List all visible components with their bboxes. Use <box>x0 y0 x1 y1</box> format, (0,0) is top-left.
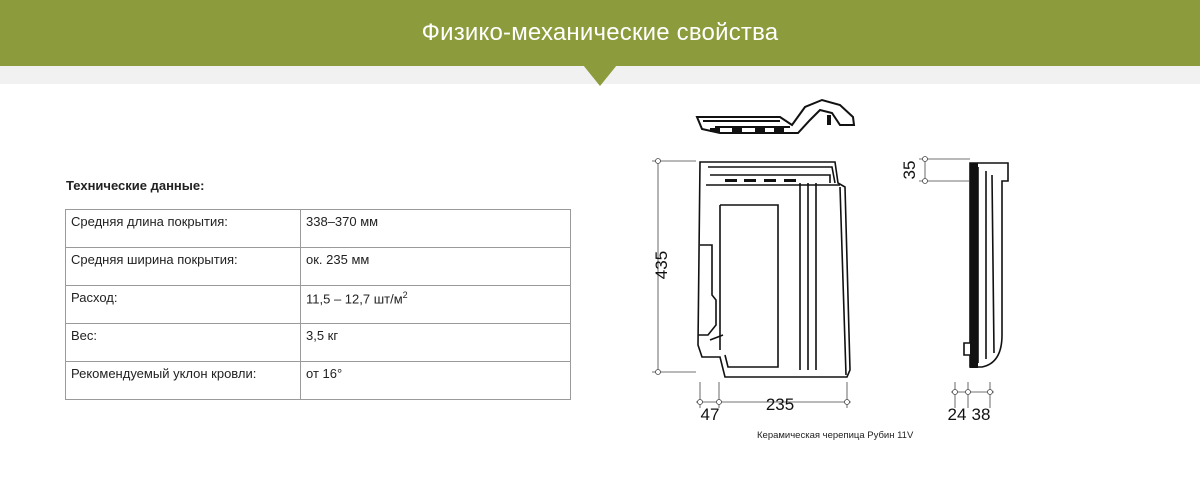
depth-dimension-line <box>919 157 970 184</box>
specs-table <box>65 209 571 400</box>
table-row <box>66 362 571 400</box>
spec-value: от 16° <box>301 362 571 400</box>
height-dimension-label: 435 <box>652 250 671 280</box>
width-dimension-label: 235 <box>765 395 795 414</box>
depth-dimension-label: 35 <box>900 160 919 180</box>
section-label: Технические данные: <box>66 178 205 193</box>
spec-value: 11,5 – 12,7 шт/м <box>306 291 403 307</box>
tile-drawing <box>640 95 1040 425</box>
spec-value-superscript: 2 <box>402 290 408 300</box>
side-b-label: 38 <box>971 405 991 424</box>
table-row <box>66 324 571 362</box>
spec-value: ок. 235 мм <box>301 248 571 286</box>
tile-side-edge <box>970 163 978 368</box>
spec-label: Вес: <box>66 324 301 362</box>
spec-label: Рекомендуемый уклон кровли: <box>66 362 301 400</box>
spec-label: Средняя ширина покрытия: <box>66 248 301 286</box>
side-a-label: 24 <box>947 405 967 424</box>
drawing-caption: Керамическая черепица Рубин 11V <box>757 430 914 441</box>
spec-value: 338–370 мм <box>301 210 571 248</box>
spec-value-cell <box>301 286 571 324</box>
table-row <box>66 248 571 286</box>
table-row <box>66 210 571 248</box>
spec-value: 3,5 кг <box>301 324 571 362</box>
left-offset-label: 47 <box>700 405 720 424</box>
spec-label: Расход: <box>66 286 301 324</box>
page-title: Физико-механические свойства <box>421 19 779 46</box>
header-notch <box>583 65 617 86</box>
table-row <box>66 286 571 324</box>
tile-front-top-strip <box>725 179 796 182</box>
tile-front-view <box>698 162 850 377</box>
spec-label: Средняя длина покрытия: <box>66 210 301 248</box>
